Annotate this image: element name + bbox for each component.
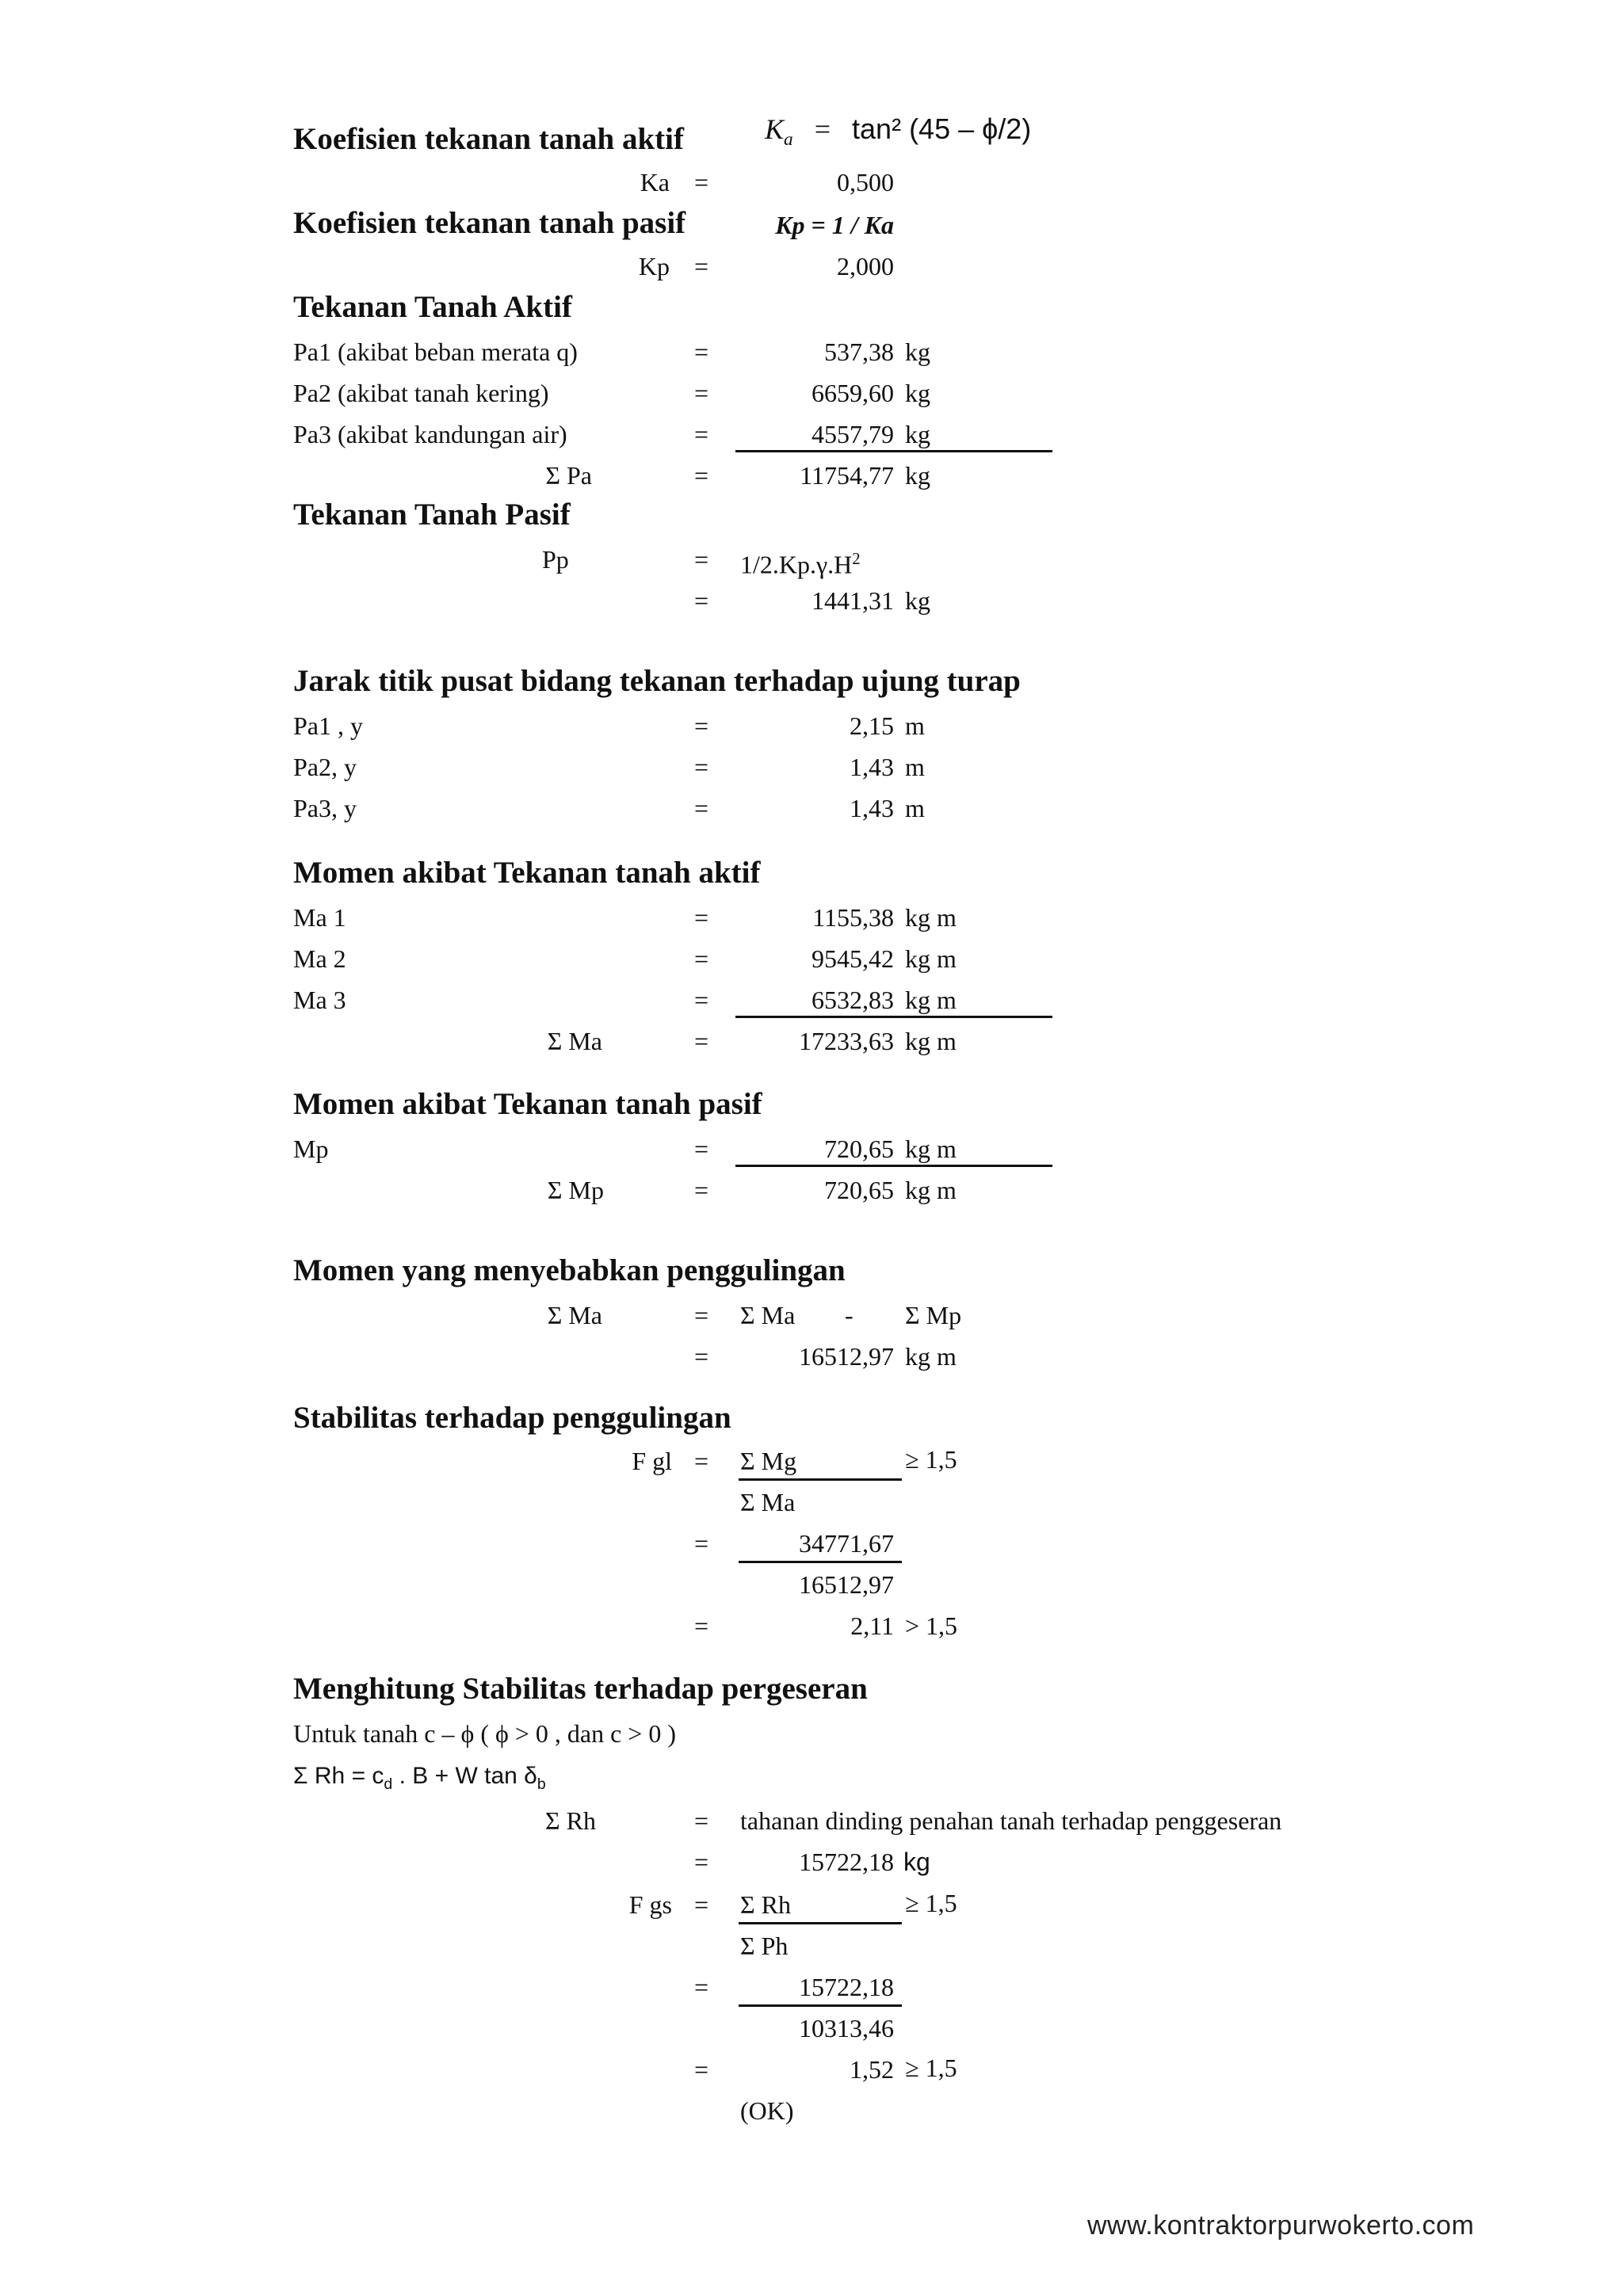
kp-value: 2,000	[837, 252, 894, 280]
kp-label: Kp	[638, 252, 670, 280]
pa2-label: Pa2 (akibat tanah kering)	[293, 379, 549, 407]
equals-sign: =	[694, 753, 709, 781]
geser-condition: Untuk tanah c – ϕ ( ϕ > 0 , dan c > 0 )	[293, 1719, 676, 1748]
fraction-bar	[739, 1561, 902, 1563]
guling-label: Σ Ma	[547, 1301, 602, 1329]
equals-sign: =	[694, 986, 709, 1014]
equals-sign: =	[694, 1890, 709, 1919]
fgs-label: F gs	[628, 1890, 672, 1919]
rh-description: tahanan dinding penahan tanah terhadap penggeseran	[740, 1806, 1282, 1835]
rh-label: Σ Rh	[545, 1806, 596, 1835]
pa1-value: 537,38	[824, 338, 894, 366]
jarak-pa3-value: 1,43	[850, 794, 894, 822]
ma1-label: Ma 1	[293, 903, 346, 932]
fgs-result: 1,52	[850, 2055, 894, 2084]
mp-label: Mp	[293, 1135, 329, 1163]
fgs-requirement: ≥ 1,5	[905, 1889, 957, 1917]
fgl-result-compare: > 1,5	[905, 1611, 958, 1640]
pp-label: Pp	[542, 545, 569, 574]
equals-sign: =	[694, 1611, 709, 1640]
ka-formula: $K_a = \tan^2$ (45 – ϕ/2)	[765, 113, 1032, 151]
rh-formula-a: Σ Rh = c	[293, 1763, 384, 1789]
jarak-pa1-value: 2,15	[850, 711, 894, 740]
equals-sign: =	[694, 586, 709, 615]
pa1-label: Pa1 (akibat beban merata q)	[293, 338, 578, 366]
equals-sign: =	[694, 1806, 709, 1835]
fgs-denominator: Σ Ph	[740, 1932, 789, 1960]
pa3-value: 4557,79	[812, 420, 894, 448]
fgl-label: F gl	[632, 1447, 672, 1475]
guling-term2: Σ Mp	[905, 1301, 962, 1329]
heading-koefisien-aktif: Koefisien tekanan tanah aktif	[293, 122, 684, 156]
sum-mp-unit: kg m	[905, 1176, 957, 1204]
heading-tekanan-aktif: Tekanan Tanah Aktif	[293, 290, 572, 324]
rh-formula-sub-b: b	[537, 1775, 546, 1793]
jarak-pa1-label: Pa1 , y	[293, 711, 363, 740]
fgl-numerator: Σ Mg	[740, 1447, 797, 1475]
rh-formula-sub-d: d	[384, 1775, 393, 1793]
guling-unit: kg m	[905, 1342, 957, 1371]
fgl-den-value: 16512,97	[799, 1570, 894, 1599]
fraction-bar	[739, 1922, 902, 1924]
equals-sign: =	[694, 1301, 709, 1329]
sum-rule	[735, 1165, 1052, 1167]
heading-momen-penggulingan: Momen yang menyebabkan penggulingan	[293, 1253, 846, 1287]
equals-sign: =	[694, 1447, 709, 1475]
fgs-den-value: 10313,46	[799, 2014, 894, 2042]
sum-rule	[735, 1016, 1052, 1018]
fgl-num-value: 34771,67	[799, 1529, 894, 1558]
fgs-result-compare: ≥ 1,5	[905, 2054, 957, 2082]
ma1-unit: kg m	[905, 903, 957, 932]
sum-ma-label: Σ Ma	[547, 1027, 602, 1055]
rh-value: 15722,18	[799, 1848, 894, 1876]
heading-koefisien-pasif: Koefisien tekanan tanah pasif	[293, 206, 686, 240]
rh-formula	[293, 1760, 546, 1800]
pp-unit: kg	[905, 586, 930, 615]
equals-sign: =	[694, 1027, 709, 1055]
sum-pa-unit: kg	[905, 461, 930, 490]
guling-minus: -	[845, 1301, 854, 1329]
mp-value: 720,65	[824, 1135, 894, 1163]
sum-mp-value: 720,65	[824, 1176, 894, 1204]
equals-sign: =	[694, 1342, 709, 1371]
ka-formula-expression: tan² (45 – ϕ/2)	[852, 113, 1032, 145]
ka-label: Ka	[640, 168, 670, 196]
ma2-unit: kg m	[905, 944, 957, 973]
equals-sign: =	[694, 338, 709, 366]
equals-sign: =	[694, 379, 709, 407]
equals-sign: =	[694, 794, 709, 822]
ma3-unit: kg m	[905, 986, 957, 1014]
jarak-pa3-label: Pa3, y	[293, 794, 357, 822]
equals-sign: =	[694, 420, 709, 448]
jarak-pa3-unit: m	[905, 794, 925, 822]
heading-stabilitas-penggulingan: Stabilitas terhadap penggulingan	[293, 1401, 731, 1435]
heading-momen-aktif: Momen akibat Tekanan tanah aktif	[293, 856, 761, 890]
ma2-value: 9545,42	[812, 944, 894, 973]
equals-sign: =	[694, 168, 709, 196]
mp-unit: kg m	[905, 1135, 957, 1163]
ma1-value: 1155,38	[812, 903, 894, 932]
ok-status: (OK)	[740, 2096, 794, 2125]
equals-sign: =	[694, 903, 709, 932]
fgl-result: 2,11	[850, 1611, 894, 1640]
sum-ma-value: 17233,63	[799, 1027, 894, 1055]
equals-sign: =	[694, 944, 709, 973]
pp-value: 1441,31	[812, 586, 894, 615]
sum-ma-unit: kg m	[905, 1027, 957, 1055]
rh-unit: kg	[903, 1848, 930, 1876]
pa1-unit: kg	[905, 338, 930, 366]
ka-value: 0,500	[837, 168, 894, 196]
footer-website: www.kontraktorpurwokerto.com	[1087, 2210, 1475, 2241]
heading-tekanan-pasif: Tekanan Tanah Pasif	[293, 498, 571, 532]
pp-formula: $1/2.Kp.\gamma.H^2$	[740, 550, 861, 579]
ma3-value: 6532,83	[812, 986, 894, 1014]
fgs-num-value: 15722,18	[799, 1973, 894, 2001]
fgl-requirement: ≥ 1,5	[905, 1445, 957, 1474]
rh-formula-b: . B + W tan δ	[392, 1763, 537, 1789]
jarak-pa1-unit: m	[905, 711, 925, 740]
pp-formula-text: 1/2.Kp.γ.H	[740, 550, 853, 579]
heading-jarak: Jarak titik pusat bidang tekanan terhadap ujung turap	[293, 664, 1021, 698]
fraction-bar	[739, 2004, 902, 2007]
pa2-value: 6659,60	[812, 379, 894, 407]
jarak-pa2-unit: m	[905, 753, 925, 781]
sum-mp-label: Σ Mp	[547, 1176, 604, 1204]
fgl-denominator: Σ Ma	[740, 1488, 796, 1516]
sum-rule	[735, 450, 1052, 452]
equals-sign: =	[694, 545, 709, 574]
equals-sign: =	[694, 1973, 709, 2001]
sum-pa-value: 11754,77	[800, 461, 894, 490]
equals-sign: =	[694, 1135, 709, 1163]
equals-sign: =	[694, 711, 709, 740]
ma2-label: Ma 2	[293, 944, 346, 973]
heading-momen-pasif: Momen akibat Tekanan tanah pasif	[293, 1087, 762, 1121]
equals-sign: =	[694, 252, 709, 280]
ma3-label: Ma 3	[293, 986, 346, 1014]
pa3-label: Pa3 (akibat kandungan air)	[293, 420, 567, 448]
guling-value: 16512,97	[799, 1342, 894, 1371]
fraction-bar	[739, 1478, 902, 1481]
jarak-pa2-value: 1,43	[850, 753, 894, 781]
equals-sign: =	[694, 1529, 709, 1558]
equals-sign: =	[694, 1176, 709, 1204]
equals-sign: =	[694, 2055, 709, 2084]
pa2-unit: kg	[905, 379, 930, 407]
kp-formula: Kp = 1 / Ka	[775, 211, 894, 239]
jarak-pa2-label: Pa2, y	[293, 753, 357, 781]
pa3-unit: kg	[905, 420, 930, 448]
heading-stabilitas-pergeseran: Menghitung Stabilitas terhadap pergeseran	[293, 1672, 868, 1706]
sum-pa-label: Σ Pa	[545, 461, 592, 490]
guling-term1: Σ Ma	[740, 1301, 796, 1329]
equals-sign: =	[694, 1848, 709, 1876]
fgs-numerator: Σ Rh	[740, 1890, 791, 1919]
equals-sign: =	[694, 461, 709, 490]
